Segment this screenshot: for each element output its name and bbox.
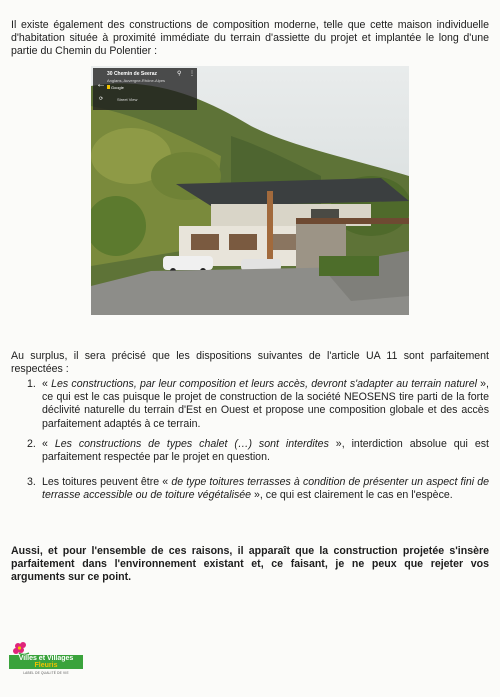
list-item	[27, 438, 489, 464]
quoted-rule: Les constructions, par leur composition et leurs accès, devront s'adapter au terrain naturel	[51, 378, 477, 390]
villes-et-villages-fleuris-logo	[9, 641, 83, 685]
street-view-photo	[91, 66, 409, 315]
logo-line1: Villes et Villages	[18, 655, 74, 662]
quoted-rule: Les constructions de types chalet (…) sont interdites	[54, 438, 329, 450]
list-item	[27, 378, 489, 431]
logo-tagline: LABEL DE QUALITÉ DE VIE	[23, 671, 69, 675]
map-pin-icon[interactable]: ⚲	[177, 71, 182, 77]
back-arrow-icon[interactable]: ←	[96, 79, 106, 90]
quote-open: Les toitures peuvent être «	[42, 476, 172, 488]
intro-paragraph: Il existe également des constructions de composition moderne, telle que cette maison individuelle d'habitation située à proximité immédiate du terrain d'assiette du projet et implantée le long d'une partie du Chemin du Polentier :	[11, 18, 489, 57]
item-commentary: », interdiction absolue qui est parfaitement respectée par le projet en question.	[42, 438, 489, 464]
conclusion-paragraph: Aussi, et pour l'ensemble de ces raisons, il apparaît que la construction projetée s'insère parfaitement dans l'environnement existant et, ce faisant, je ne peux que rejeter vos arguments sur ce point.	[11, 544, 489, 583]
street-view-locality: Anglans, Auvergne-Rhône-Alpes	[107, 78, 166, 83]
rotate-360-icon[interactable]: ⟳	[99, 96, 104, 102]
logo-title	[9, 655, 83, 669]
item-commentary: », ce qui est clairement le cas en l'espèce.	[251, 489, 453, 502]
surplus-paragraph: Au surplus, il sera précisé que les dispositions suivantes de l'article UA 11 sont parfaitement respectées :	[11, 349, 489, 375]
list-item	[27, 476, 489, 502]
more-options-icon[interactable]: ⋮	[189, 71, 195, 77]
google-logo-icon	[107, 85, 110, 89]
street-view-mode: Street View	[117, 97, 138, 102]
quoted-rule: de type toitures terrasses à condition de présenter un aspect fini de terrasse accessible ou de toiture végétalisée	[42, 476, 489, 502]
list-number: 1.	[27, 378, 36, 390]
logo-line2: Fleuris	[34, 662, 58, 669]
item-commentary: », ce qui est le cas puisque le projet de construction de la société NEOSENS tire parti de la forte déclivité naturelle du terrain d'Est en Ouest et propose une composition globale et des accès parfaitement adaptés à ce terrain.	[42, 378, 489, 430]
list-number: 3.	[27, 476, 36, 488]
quote-open: «	[42, 378, 52, 390]
quote-open: «	[42, 438, 55, 450]
street-view-address: 30 Chemin de Seeraz	[107, 71, 158, 77]
street-view-info-card[interactable]	[93, 68, 197, 110]
list-number: 2.	[27, 438, 36, 450]
street-view-provider: Google	[111, 85, 124, 90]
